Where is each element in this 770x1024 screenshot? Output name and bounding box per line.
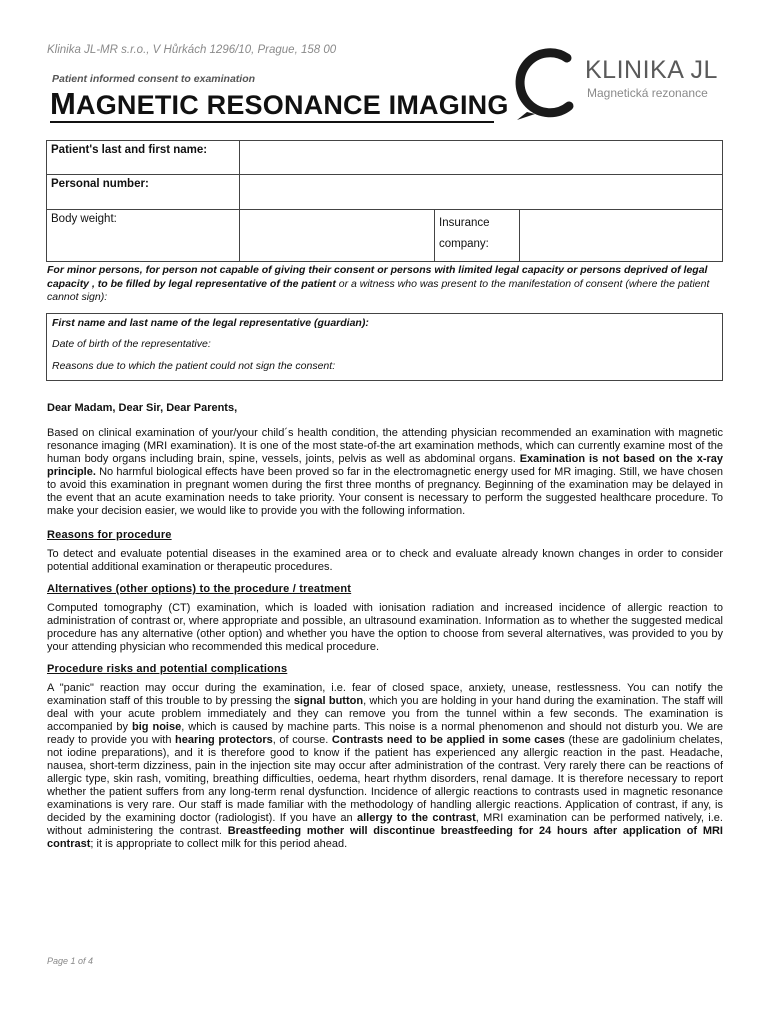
patient-name-field[interactable] (240, 141, 723, 175)
title-rest: AGNETIC RESONANCE IMAGING (76, 90, 509, 120)
personal-number-field[interactable] (240, 175, 723, 210)
risks-bold-1: signal button (293, 695, 364, 707)
intro-bold: Examination is not based on the x-ray principle. (47, 453, 724, 478)
patient-name-label: Patient's last and first name: (47, 141, 240, 175)
guardian-reasons-label: Reasons due to which the patient could not sign the consent: (52, 360, 336, 372)
intro-text-2: No harmful biological effects have been proved so far in the electromagnetic energy used for MR imaging. Still, we have chosen to avoid this examination in pregnant women during the first three months of pregnancy. Beginning of the examination may be delayed in the event that an acute examination needs to take priority. Your consent is necessary to perform the suggested healthcare procedure. To make your decision easier, we would like to provide you with the following information. (47, 466, 723, 517)
document-subtitle: Patient informed consent to examination (52, 73, 256, 85)
risks-bold-6: Breastfeeding mother will discontinue breastfeeding for 24 hours after application of MRI contrast (47, 825, 723, 850)
guardian-name-label: First name and last name of the legal representative (guardian): (52, 317, 369, 329)
risks-bold-4: Contrasts need to be applied in some cases (331, 734, 565, 746)
klinika-logo (505, 44, 725, 122)
alternatives-paragraph: Computed tomography (CT) examination, which is loaded with ionisation radiation and increased incidence of allergic reaction to administration of contrast or, where appropriate and possible, an ultrasound examination. Information as to whether the suggested medical procedure has any alternative (other option) and whether you have the option to choose from several alternatives, was provided to you by your attending physician who recommended this medical procedure. (47, 602, 723, 653)
insurance-label-line1: Insurance (439, 217, 490, 229)
page-title (50, 86, 509, 122)
risks-bold-3: hearing protectors (175, 734, 273, 746)
insurance-label-line2: company: (439, 238, 489, 250)
risks-heading: Procedure risks and potential complications (47, 663, 288, 675)
risks-bold-2: big noise (132, 721, 182, 733)
risks-text-3: , which is caused by machine parts. This noise is a normal phenomenon and should not disturb you. We are ready to provide you with (47, 721, 724, 746)
page-number: Page 1 of 4 (47, 956, 94, 966)
intro-paragraph (47, 427, 723, 518)
clinic-address: Klinika JL-MR s.r.o., V Hůrkách 1296/10, Prague, 158 00 (47, 44, 337, 56)
document-body (47, 402, 723, 851)
insurance-label (435, 210, 520, 262)
risks-text-6: , MRI examination can be performed natively, i.e. without administering the contrast. (47, 812, 723, 837)
title-underline (50, 121, 494, 123)
alternatives-heading: Alternatives (other options) to the procedure / treatment (47, 583, 352, 595)
patient-info-table (46, 140, 723, 262)
logo-name: KLINIKA JL (585, 56, 718, 84)
risks-text-5: (these are gadolinium chelates, not iodine preparations), and it is therefore good to know if the patient has experienced any allergic reaction in the past. Headache, nausea, short-term dizziness, pain in the injection site may occur after administration of the contrast. Very rarely there can be reactions of allergic type, skin rash, vomiting, breathing difficulties, oedema, heart rhythm disorders, renal damage. It is therefore necessary to report whether the patient suffers from any long-term renal dysfunction. Incidence of allergic reactions to contrasts used in magnetic resonance examinations is very rare. Our staff is made familiar with the methodology of handling allergic reactions. Application of contrast, if any, is decided by the examining doctor (radiologist). If you have an (47, 734, 723, 824)
risks-bold-5: allergy to the contrast (357, 812, 476, 824)
minor-note-rest: or a witness who was present to the manifestation of consent (where the patient cannot sign): (47, 277, 710, 303)
minor-persons-note (47, 264, 727, 305)
risks-text-4: , of course. (272, 734, 332, 746)
greeting: Dear Madam, Dear Sir, Dear Parents, (47, 402, 238, 414)
title-initial: M (50, 86, 77, 121)
insurance-field[interactable] (520, 210, 723, 262)
reasons-paragraph: To detect and evaluate potential diseases in the examined area or to check and evaluate already known changes in order to consider potential additional examination or therapeutic procedures. (47, 548, 723, 573)
body-weight-label: Body weight: (47, 210, 240, 262)
logo-subtitle: Magnetická rezonance (587, 86, 708, 100)
minor-note-bold: For minor persons, for person not capable of giving their consent or persons with limited legal capacity or persons deprived of legal capacity , to be filled by legal representative of the patient (47, 264, 708, 290)
risks-text-7: ; it is appropriate to collect milk for this period ahead. (90, 838, 348, 850)
personal-number-label: Personal number: (47, 175, 240, 210)
guardian-dob-label: Date of birth of the representative: (52, 338, 211, 350)
risks-text-1: A "panic" reaction may occur during the examination, i.e. fear of closed space, anxiety, unease, restlessness. You can notify the examination staff of this trouble to by pressing the (47, 682, 723, 707)
risks-paragraph (47, 682, 723, 851)
risks-text-2: , which you are holding in your hand during the examination. The staff will deal with your acute problem immediately and they can remove you from the tunnel within a few seconds. The examination is accompanied by (47, 695, 723, 733)
reasons-heading: Reasons for procedure (47, 529, 172, 541)
guardian-box[interactable] (46, 313, 723, 381)
body-weight-field[interactable] (240, 210, 435, 262)
intro-text-1: Based on clinical examination of your/your child´s health condition, the attending physician recommended an examination with magnetic resonance imaging (MRI examination). It is one of the most state-of-the art examination methods, which can currently examine most of the human body organs including brain, spine, vessels, joints, pelvis as well as abdominal organs. (47, 427, 723, 465)
logo-ring-icon (505, 44, 585, 122)
